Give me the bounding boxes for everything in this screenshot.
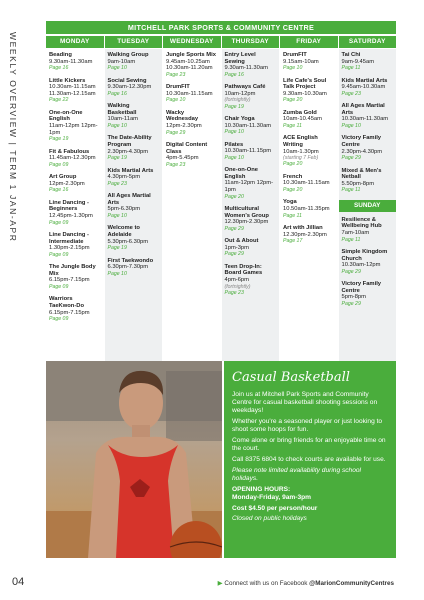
class-time: 10.50am-11.35pm [283,205,330,212]
page-reference: Page 29 [341,155,361,162]
class-entry [283,78,335,104]
class-entry [108,225,160,251]
class-entry [342,249,394,275]
page-reference: Page 10 [224,129,244,136]
page-reference: Page 17 [283,238,303,245]
cost-text: Cost $4.50 per person/hour [232,505,318,512]
class-entry [225,142,277,162]
page-reference: Page 20 [283,186,303,193]
class-time: 11.45am-12.30pm [49,155,96,162]
column-wednesday [163,49,221,361]
class-time: 5pm-6.30pm [107,206,141,213]
class-name: Victory Family Centre [341,135,382,148]
page-reference: Page 29 [341,268,361,275]
class-entry [108,103,160,129]
class-time: 9am-9.45am [341,58,375,65]
class-name: French [283,173,303,180]
weekly-overview-side-label: WEEKLY OVERVIEW | TERM 1 JAN-APR [8,32,18,243]
class-entry [49,296,101,322]
class-entry [283,135,335,167]
class-name: Jungle Sports Mix [166,52,216,58]
column-saturday [339,49,397,361]
class-time: 5.30pm-6.30pm [107,238,149,245]
page-reference: Page 09 [49,251,69,258]
class-name: Art Group [49,174,77,181]
class-name: Wacky Wednesday [166,109,199,123]
class-entry [283,174,335,194]
class-time: 5.50pm-8pm [341,180,375,187]
day-header-wednesday: WEDNESDAY [163,36,221,48]
page-reference: Page 10 [107,65,127,72]
class-name: Warriors TaeKwon-Do [49,296,84,309]
class-name: Victory Family Centre [341,281,382,294]
class-time: 7am-10am [341,229,370,236]
page-reference: Page 19 [107,245,127,252]
class-name: Line Dancing - Intermediate [49,231,89,245]
class-time: 4pm-6pm [224,276,249,283]
arrow-right-icon: ▶ [217,580,223,587]
class-note: (fortnightly) [224,97,251,104]
class-time: 9.30am-11.30am [49,58,93,65]
class-entry [108,135,160,161]
page-reference: Page 23 [224,289,244,296]
class-entry [283,52,335,72]
column-thursday [222,49,280,361]
class-entry [342,281,394,307]
class-entry [49,78,101,104]
class-name: Pathways Café [224,84,266,91]
column-tuesday [105,49,163,361]
class-entry [108,193,160,219]
page-reference: Page 29 [224,251,244,258]
page-reference: Page 16 [224,71,244,78]
basketball-player-photo [46,361,222,558]
class-entry [283,199,335,219]
class-time: 12pm-2.30pm [166,122,202,129]
class-entry [225,52,277,78]
class-entry [166,52,218,78]
class-name: Teen Drop-In: Board Games [224,263,263,277]
class-name: Entry Level Sewing [224,52,256,65]
page-reference: Page 11 [341,187,361,194]
page-reference: Page 29 [224,225,244,232]
class-entry [225,238,277,258]
page-reference: Page 22 [49,97,69,104]
promo-text-panel [224,361,396,558]
class-time: 9.30am-11.30am [224,65,268,72]
class-entry [342,78,394,98]
class-entry [283,110,335,130]
class-name: One-on-One English [49,109,83,123]
class-time: 9am-10am [107,58,136,65]
class-time: 12pm-2.30pm [49,180,85,187]
class-time: 9.45am-10.25am 10.30am-11.20am [166,58,213,72]
class-time: 12.30pm-2.30pm [224,219,269,226]
saturday-entries [342,52,394,194]
class-time: 11am-12pm 12pm-1pm [49,122,98,136]
page-reference: Page 09 [49,219,69,226]
page-reference: Page 29 [166,129,186,136]
class-name: All Ages Martial Arts [107,193,151,206]
class-name: Kids Martial Arts [107,167,154,174]
class-time: 10.30am-11.15pm [224,148,272,155]
class-entry [108,78,160,98]
class-note: (fortnightly) [224,283,251,290]
day-header-sunday: SUNDAY [339,200,397,212]
column-friday [280,49,338,361]
opening-hours-label: OPENING HOURS: [232,486,291,493]
day-header-friday: FRIDAY [280,36,338,48]
page-reference: Page 11 [341,236,361,243]
page-reference: Page 20 [224,193,244,200]
class-time: 1pm-3pm [224,244,249,251]
class-time: 9.15am-10am [283,58,319,65]
page-reference: Page 20 [283,161,303,168]
page-reference: Page 16 [107,90,127,97]
class-entry [225,84,277,110]
class-name: Chair Yoga [224,115,255,122]
class-time: 11am-12pm 12pm-1pm [224,180,274,193]
class-entry [166,110,218,136]
class-time: 4pm-5.45pm [166,155,199,162]
class-entry [342,135,394,161]
class-entry [108,168,160,188]
class-time: 12.30pm-2.30pm [283,231,327,238]
day-columns [46,49,396,361]
class-time: 9.30am-12.30pm [107,84,152,91]
class-entry [166,142,218,168]
class-name: All Ages Martial Arts [341,103,385,116]
page-reference: Page 20 [283,97,303,104]
class-entry [49,110,101,143]
class-time: 12.45pm-1.30pm [49,212,93,219]
class-entry [49,200,101,226]
class-entry [225,167,277,200]
class-name: First Taekwondo [107,257,154,264]
class-name: Pilates [224,141,244,148]
class-time: 6.15pm-7.15pm [49,309,90,316]
facebook-link[interactable] [218,580,394,587]
day-header-monday: MONDAY [46,36,104,48]
class-name: Kids Martial Arts [341,77,388,84]
day-header-tuesday: TUESDAY [105,36,163,48]
class-time: 2.30pm-4.30pm [107,148,149,155]
class-note: (starting 7 Feb) [283,155,319,162]
class-time: 4.30pm-5pm [107,174,141,181]
class-time: 5pm-8pm [341,294,366,301]
page-reference: Page 10 [224,154,244,161]
class-name: Welcome to Adelaide [107,225,140,238]
promo-paragraph: Come alone or bring friends for an enjoyable time on the court. [232,437,386,452]
day-header-saturday: SATURDAY [339,36,397,48]
basketball-player-illustration [46,361,222,558]
page-reference: Page 10 [107,212,127,219]
class-time: 10.30am-11.15am 11.30am-12.15am [49,84,96,97]
class-entry [49,149,101,169]
page-reference: Page 09 [49,161,69,168]
page-reference: Page 23 [341,90,361,97]
class-time: 6.15pm-7.15pm [49,277,90,284]
class-name: Life Cafe's Soul Talk Project [283,77,327,91]
class-entry [342,217,394,243]
class-name: DrumFIT [283,52,307,58]
class-entry [108,52,160,72]
page-reference: Page 10 [166,97,186,104]
class-entry [342,168,394,194]
class-name: Walking Basketball [107,103,137,116]
class-time: 1.30pm-2.15pm [49,245,90,252]
page-reference: Page 23 [107,180,127,187]
page-reference: Page 11 [283,212,302,219]
class-name: One-on-One English [224,167,258,180]
page-reference: Page 10 [341,122,361,129]
class-name: Zumba Gold [283,109,317,116]
weekly-timetable [46,21,396,361]
class-entry [225,264,277,296]
page-reference: Page 09 [49,316,69,323]
page-reference: Page 19 [107,155,127,162]
class-time: 9.45am-10.30am [341,84,386,91]
page-reference: Page 11 [341,65,361,72]
class-entry [166,84,218,104]
class-name: Art with Jillian [283,224,323,231]
class-time: 10.30am-11.15am [166,90,213,97]
closed-note: Closed on public holidays [232,515,307,522]
page-reference: Page 11 [283,122,302,129]
class-name: Fit & Fabulous [49,148,90,155]
class-entry [225,116,277,136]
class-time: 10am-10.45am [283,116,322,123]
class-time: 10am-1.30pm [283,148,319,155]
facebook-handle: @MarionCommunityCentres [309,580,394,587]
page-reference: Page 19 [224,103,244,110]
class-name: The Jungle Body Mix [49,264,96,277]
column-monday [46,49,104,361]
page-reference: Page 10 [107,270,127,277]
class-entry [49,264,101,290]
class-entry [225,206,277,232]
page-reference: Page 10 [283,65,303,72]
class-entry [283,225,335,245]
class-name: DrumFIT [166,84,190,91]
class-entry [49,52,101,72]
casual-basketball-promo [46,361,396,558]
class-name: Digital Content Class [166,141,208,155]
class-name: Walking Group [107,52,149,58]
class-time: 10.30am-11.30am [341,116,389,123]
class-name: The Date-Ability Program [107,135,152,148]
page-reference: Page 23 [166,161,186,168]
promo-title: Casual Basketball [232,370,350,385]
page-reference: Page 10 [107,122,127,129]
class-name: Line Dancing - Beginners [49,199,89,213]
sunday-entries [342,217,394,308]
day-header-row [46,36,396,48]
promo-paragraph: Whether you're a seasoned player or just looking to shoot some hoops for fun. [232,418,383,433]
class-name: Resilience & Wellbeing Hub [341,216,382,230]
class-entry [342,103,394,129]
class-entry [49,174,101,194]
opening-hours-value: Monday-Friday, 9am-3pm [232,494,312,501]
class-name: Little Kickers [49,77,86,84]
class-name: Yoga [283,199,297,206]
class-time: 2.30pm-4.30pm [341,148,383,155]
facebook-prefix: Connect with us on Facebook [224,580,308,587]
class-time: 10am-11am [107,116,139,123]
class-name: Multicultural Women's Group [224,205,269,219]
class-time: 10.30am-11.30am [224,122,272,129]
page-reference: Page 16 [49,187,69,194]
page-number: 04 [12,576,25,588]
class-name: Social Sewing [107,77,147,84]
class-name: Tai Chi [341,52,361,58]
class-entry [342,52,394,72]
class-time: 10am-12pm [224,90,256,97]
promo-paragraph: Join us at Mitchell Park Sports and Community Centre for casual basketball shooting sessions on weekdays! [232,391,378,414]
class-time: 9.30am-10.30am [283,90,327,97]
class-name: Mixed & Men's Netball [341,167,382,181]
class-time: 10.30am-11.15am [283,180,330,187]
day-header-thursday: THURSDAY [222,36,280,48]
timetable-title: MITCHELL PARK SPORTS & COMMUNITY CENTRE [46,21,396,34]
class-time: 6.30pm-7.30pm [107,264,149,271]
page-reference: Page 29 [341,300,361,307]
class-entry [49,232,101,258]
page-reference: Page 09 [49,283,69,290]
page-reference: Page 23 [166,71,186,78]
promo-paragraph: Call 8375 6804 to check courts are available for use. [232,456,386,463]
class-name: Out & About [224,238,259,245]
class-time: 10.30am-12pm [341,262,381,269]
class-name: Simple Kingdom Church [341,248,388,262]
class-name: ACE English Writing [283,135,318,148]
class-name: Beading [49,52,72,58]
page-reference: Page 19 [49,136,69,143]
promo-holiday-note: Please note limited availability during school holidays. [232,467,362,482]
class-entry [108,258,160,278]
page-reference: Page 16 [49,65,69,72]
